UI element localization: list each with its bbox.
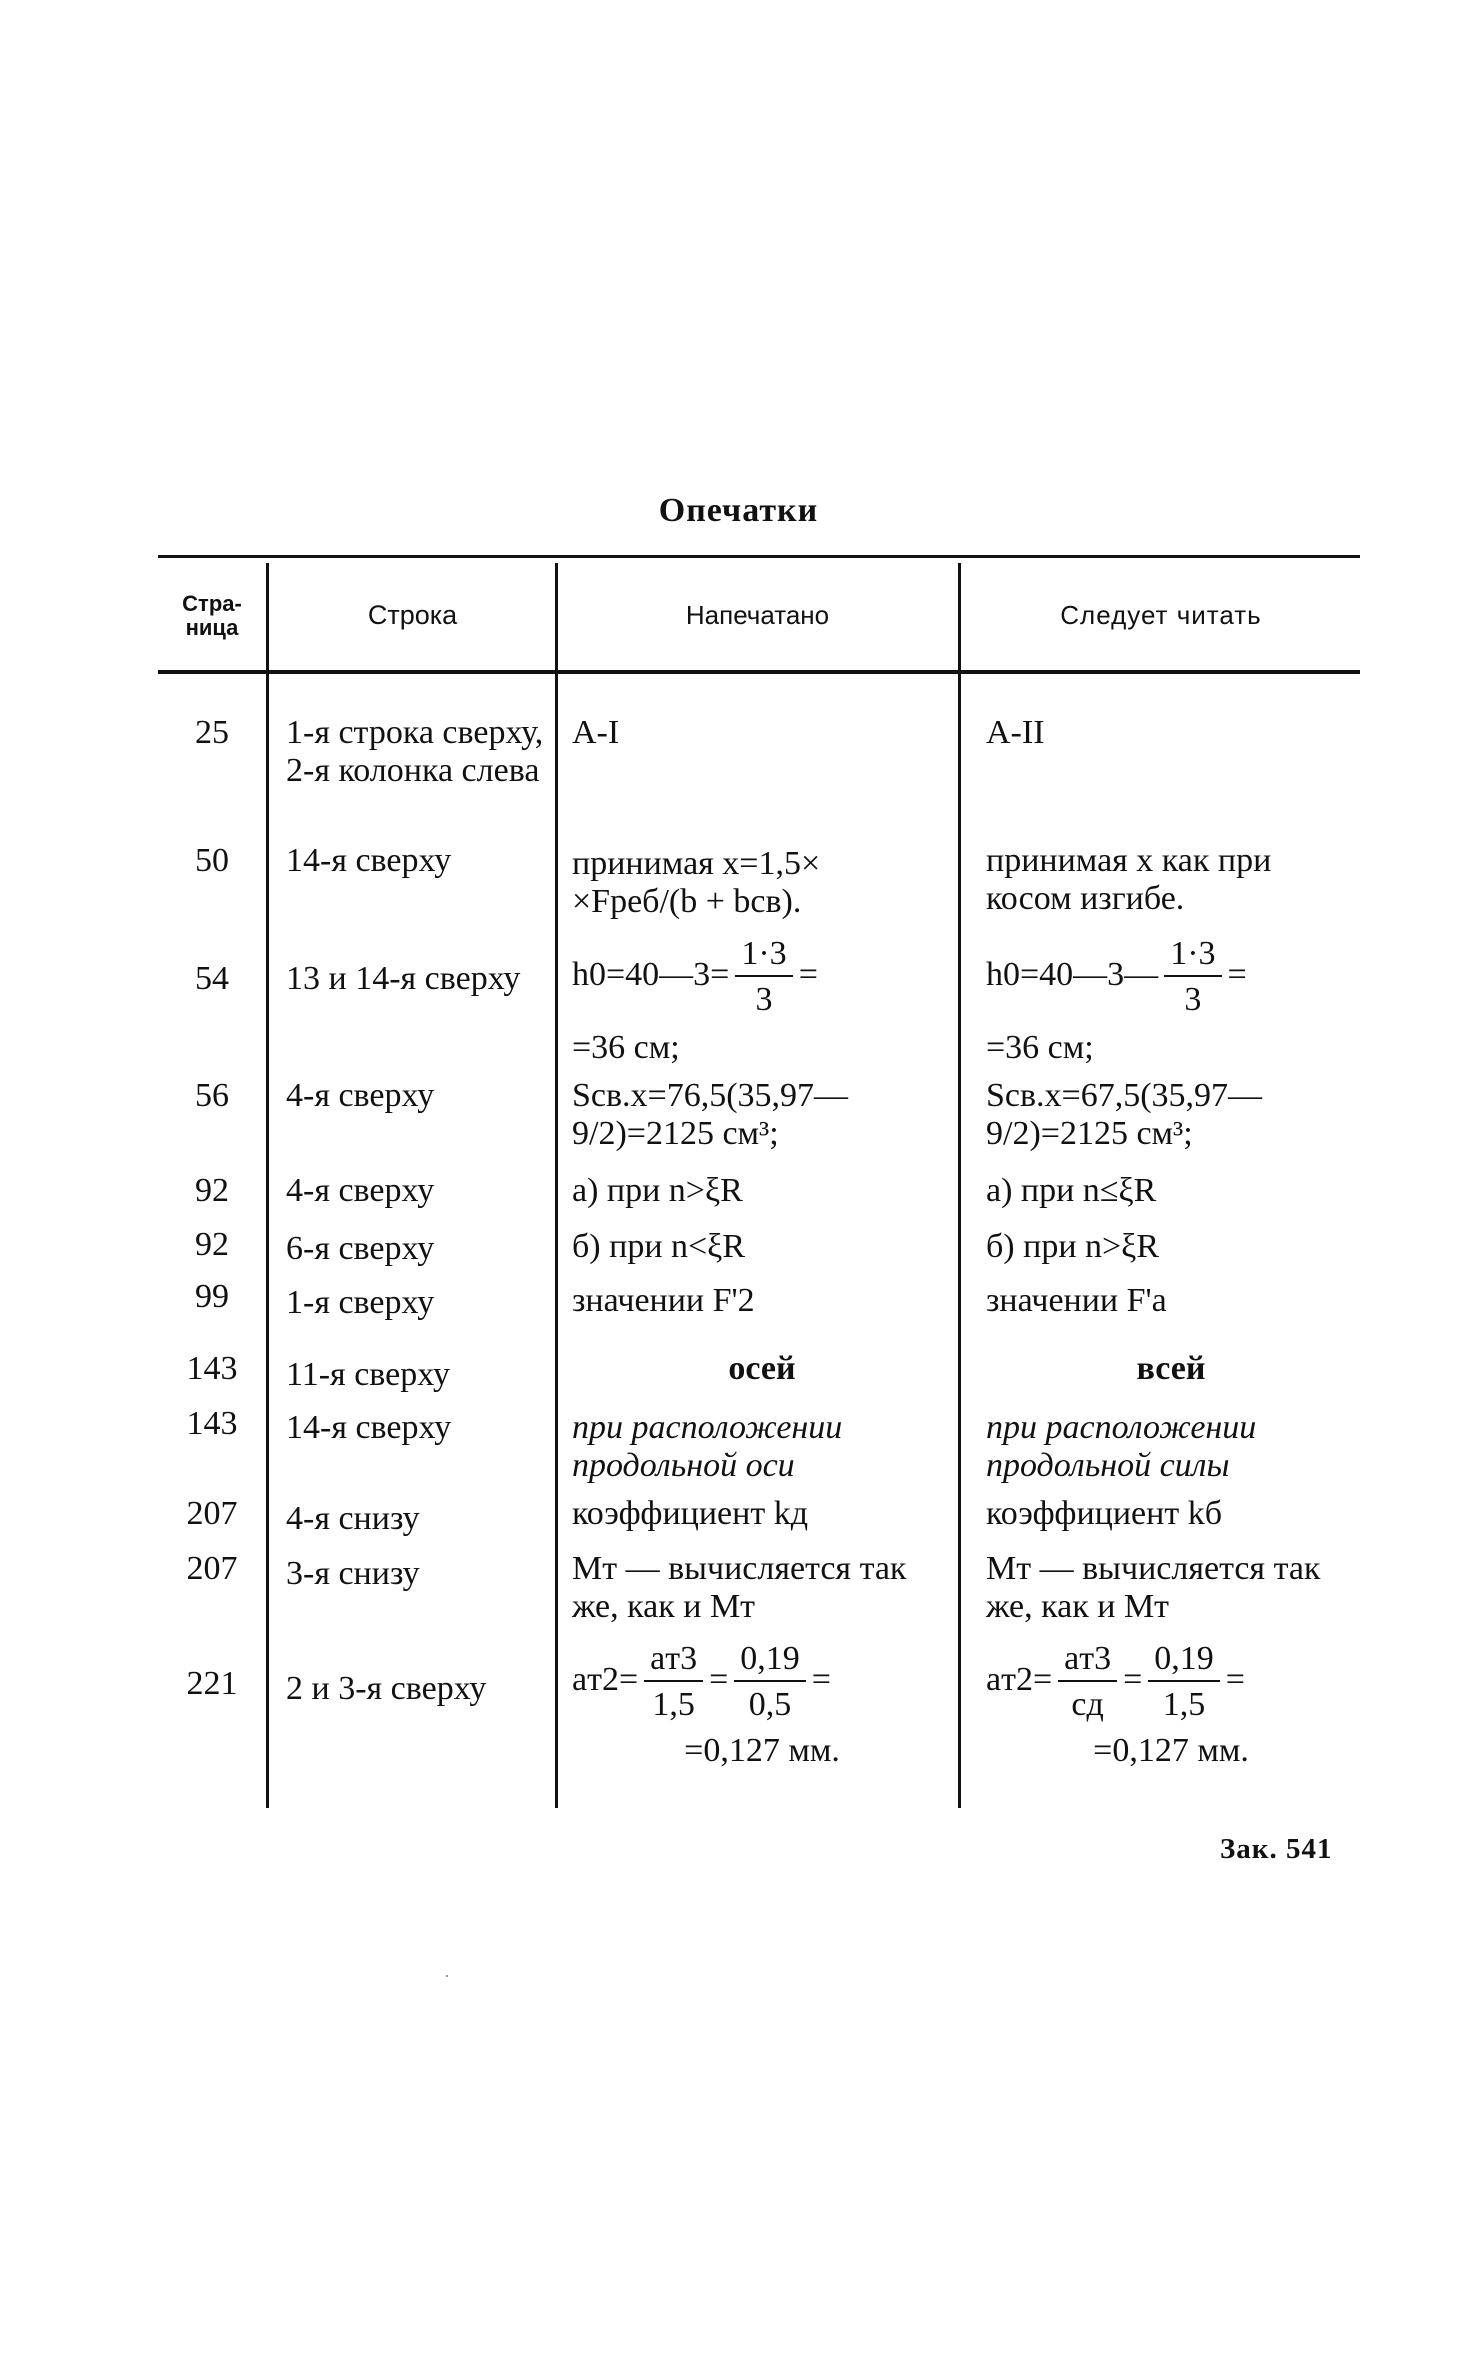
table-top-rule <box>158 555 1360 558</box>
row-line: 11-я сверху <box>286 1356 450 1393</box>
row-page: 143 <box>186 1350 238 1387</box>
speck <box>446 1975 448 1977</box>
column-divider <box>266 563 269 1808</box>
order-number: Зак. 541 <box>1220 1833 1333 1865</box>
row-correct: h0=40—3— $\frac{1\cdot 3}{3}$ = =36 см; <box>986 935 1356 1067</box>
page-title: Опечатки <box>658 492 819 529</box>
row-printed: осей <box>728 1350 796 1387</box>
row-line: 14-я сверху <box>286 1409 452 1446</box>
fraction-denominator: 0,5 <box>748 1686 792 1723</box>
fraction-numerator: aт3 <box>644 1640 703 1682</box>
formula-lhs: h0=40—3— <box>986 955 1159 993</box>
formula-result: =36 см; <box>986 1029 1094 1066</box>
formula-lhs: aт2= <box>572 1660 639 1698</box>
row-correct: Sсв.x=67,5(35,97— 9/2)=2125 см³; <box>986 1077 1263 1152</box>
row-correct: Mт — вычисляется так же, как и Mт <box>986 1550 1321 1625</box>
fraction-numerator: 0,19 <box>1148 1640 1220 1682</box>
row-correct: А-II <box>986 714 1045 751</box>
row-printed: h0=40—3= $\frac{1\cdot 3}{3}$ = =36 см; <box>572 935 952 1067</box>
row-correct: всей <box>1136 1350 1206 1387</box>
row-page: 143 <box>186 1405 238 1442</box>
fraction-denominator: 1,5 <box>652 1686 695 1723</box>
row-page: 56 <box>195 1077 229 1114</box>
row-correct: принимая x как при косом изгибе. <box>986 842 1272 917</box>
fraction <box>1148 1640 1220 1724</box>
row-line: 4-я сверху <box>286 1077 435 1114</box>
fraction <box>644 1640 703 1724</box>
header-page: Стра- ница <box>182 590 242 640</box>
row-page: 207 <box>186 1495 238 1532</box>
header-correct: Следует читать <box>1060 600 1262 630</box>
row-line: 4-я сверху <box>286 1172 435 1209</box>
column-divider <box>555 563 558 1808</box>
fraction <box>734 1640 806 1724</box>
row-printed: принимая x=1,5× ×Fреб/(b + bсв). <box>572 845 821 920</box>
fraction-numerator: aт3 <box>1058 1640 1117 1682</box>
row-line: 4-я снизу <box>286 1500 420 1537</box>
row-page: 50 <box>195 842 229 879</box>
header-printed: Напечатано <box>685 600 830 630</box>
row-line: 1-я строка сверху, 2-я колонка слева <box>286 714 544 789</box>
row-printed: значении F'2 <box>572 1282 755 1319</box>
row-line: 3-я снизу <box>286 1555 420 1592</box>
formula-lhs: h0=40—3= <box>572 955 730 993</box>
row-correct: коэффициент kб <box>986 1495 1222 1532</box>
fraction <box>735 935 792 1019</box>
row-printed: б) при n<ξR <box>572 1228 746 1265</box>
row-printed: Sсв.x=76,5(35,97— 9/2)=2125 см³; <box>572 1077 849 1152</box>
row-correct: при расположении продольной силы <box>986 1409 1257 1484</box>
row-printed: коэффициент kд <box>572 1495 808 1532</box>
row-page: 221 <box>186 1665 238 1702</box>
fraction-denominator: 1,5 <box>1162 1686 1206 1723</box>
row-correct: а) при n≤ξR <box>986 1172 1157 1209</box>
row-line: 13 и 14-я сверху <box>286 960 521 997</box>
fraction-denominator: 3 <box>1184 981 1202 1018</box>
row-line: 14-я сверху <box>286 842 452 879</box>
fraction-denominator: 3 <box>755 981 773 1018</box>
row-page: 25 <box>195 714 229 751</box>
row-page: 54 <box>195 960 229 997</box>
table-header-rule <box>158 670 1360 674</box>
formula-result: =0,127 мм. <box>684 1732 840 1769</box>
row-line: 2 и 3-я сверху <box>286 1670 487 1707</box>
row-page: 207 <box>186 1550 238 1587</box>
row-page: 92 <box>195 1172 229 1209</box>
column-divider <box>958 563 961 1808</box>
row-page: 92 <box>195 1226 229 1263</box>
fraction-denominator: cд <box>1071 1686 1104 1723</box>
fraction <box>1164 935 1221 1019</box>
row-correct: б) при n>ξR <box>986 1228 1160 1265</box>
fraction-numerator: 1·3 <box>1164 935 1221 977</box>
row-printed: Mт — вычисляется так же, как и Mт <box>572 1550 907 1625</box>
row-printed: А-I <box>572 714 620 751</box>
fraction-numerator: 0,19 <box>734 1640 806 1682</box>
fraction <box>1058 1640 1117 1724</box>
row-printed: а) при n>ξR <box>572 1172 743 1209</box>
row-line: 6-я сверху <box>286 1230 435 1267</box>
formula-result: =0,127 мм. <box>1093 1732 1249 1769</box>
row-printed: при расположении продольной оси <box>572 1409 843 1484</box>
formula-lhs: aт2= <box>986 1660 1053 1698</box>
row-line: 1-я сверху <box>286 1284 435 1321</box>
row-correct: aт2= $\frac{aт3}{cд}$ = $\frac{0,19}{1,5}$ = =0,127 мм. <box>986 1640 1356 1770</box>
fraction-numerator: 1·3 <box>735 935 792 977</box>
header-line: Строка <box>367 600 458 630</box>
row-printed: aт2= $\frac{aт3}{1,5}$ = $\frac{0,19}{0,5}$ = =0,127 мм. <box>572 1640 952 1770</box>
row-correct: значении F'a <box>986 1282 1167 1319</box>
formula-result: =36 см; <box>572 1029 680 1066</box>
row-page: 99 <box>195 1278 229 1315</box>
